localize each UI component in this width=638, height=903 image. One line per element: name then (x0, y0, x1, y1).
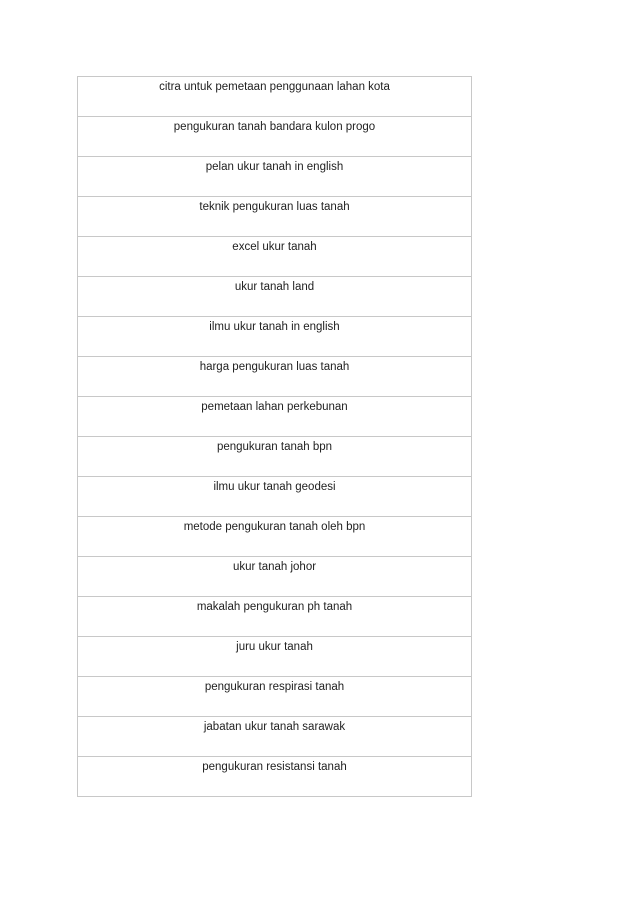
table-row (78, 317, 471, 357)
table-row (78, 237, 471, 277)
table-row (78, 357, 471, 397)
table-cell: ukur tanah johor (232, 561, 317, 573)
table-cell: ukur tanah land (234, 281, 315, 293)
keyword-table (77, 76, 472, 797)
table-cell: juru ukur tanah (236, 641, 313, 653)
table-cell: ilmu ukur tanah geodesi (213, 481, 336, 493)
table-cell: makalah pengukuran ph tanah (196, 601, 353, 613)
table-row (78, 517, 471, 557)
table-row (78, 277, 471, 317)
table-row (78, 637, 471, 677)
table-cell: pengukuran resistansi tanah (202, 761, 347, 773)
table-row (78, 677, 471, 717)
table-row (78, 477, 471, 517)
table-cell: teknik pengukuran luas tanah (199, 201, 350, 213)
table-cell: pengukuran tanah bandara kulon progo (173, 121, 376, 133)
table-cell: pemetaan lahan perkebunan (201, 401, 348, 413)
table-cell: pelan ukur tanah in english (205, 161, 344, 173)
table-cell: jabatan ukur tanah sarawak (203, 721, 346, 733)
table-row (78, 77, 471, 117)
table-row (78, 157, 471, 197)
table-row (78, 557, 471, 597)
table-row (78, 117, 471, 157)
table-cell: citra untuk pemetaan penggunaan lahan kota (159, 81, 390, 93)
table-cell: excel ukur tanah (232, 241, 317, 253)
table-cell: ilmu ukur tanah in english (209, 321, 340, 333)
table-row (78, 437, 471, 477)
table-row (78, 197, 471, 237)
table-cell: harga pengukuran luas tanah (199, 361, 350, 373)
table-cell: metode pengukuran tanah oleh bpn (183, 521, 366, 533)
table-row (78, 717, 471, 757)
table-cell: pengukuran tanah bpn (216, 441, 333, 453)
table-row (78, 397, 471, 437)
table-cell: pengukuran respirasi tanah (204, 681, 345, 693)
table-row (78, 757, 471, 797)
table-row (78, 597, 471, 637)
